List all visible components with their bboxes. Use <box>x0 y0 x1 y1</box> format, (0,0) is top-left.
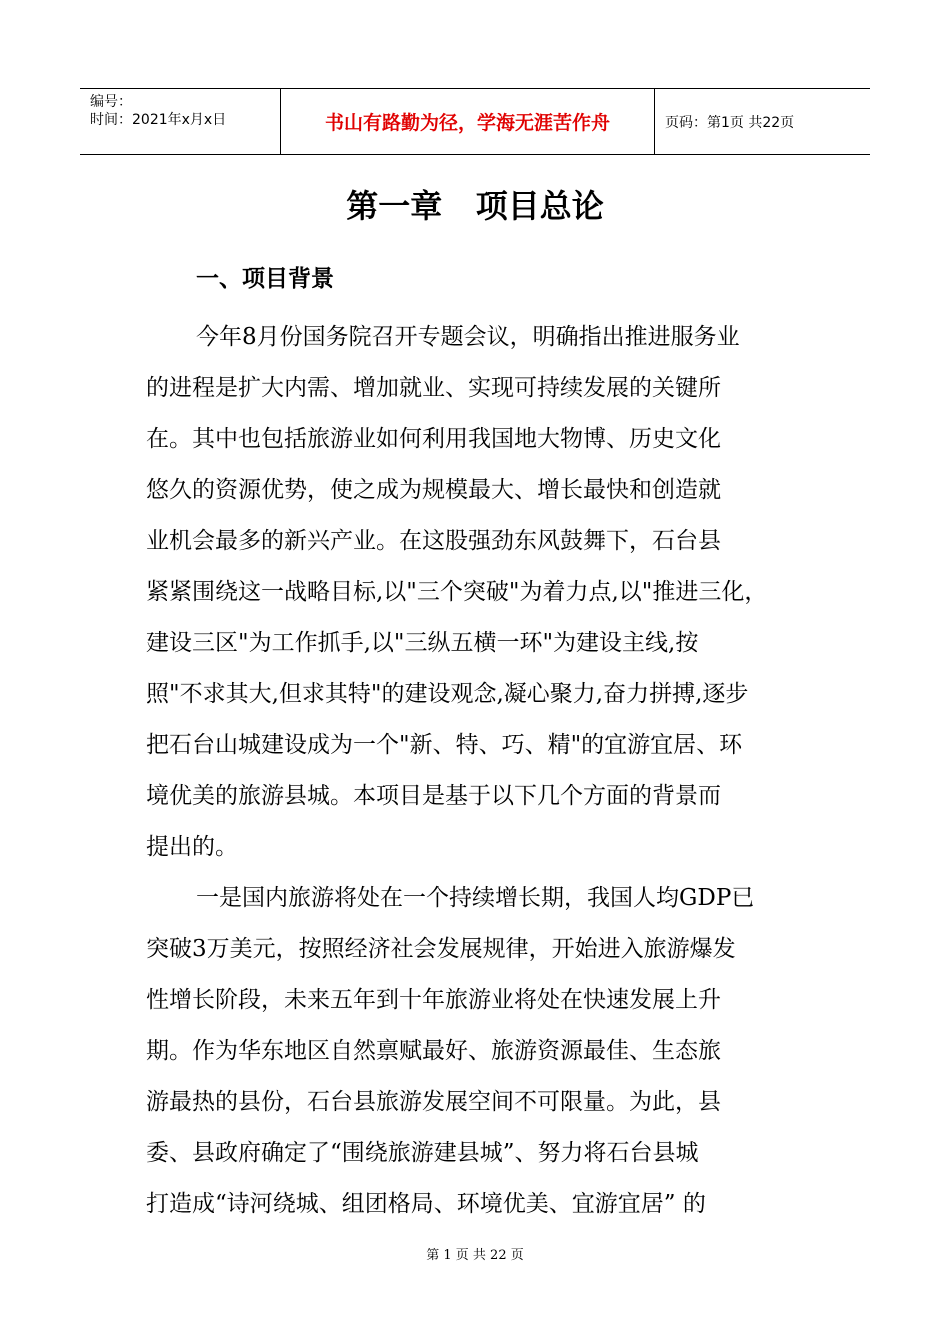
paragraph-line: 今年8月份国务院召开专题会议，明确指出推进服务业 <box>196 324 740 350</box>
chapter-title: 第一章 项目总论 <box>346 187 604 225</box>
paragraph-line: 悠久的资源优势，使之成为规模最大、增长最快和创造就 <box>146 477 721 503</box>
document-time-label: 时间：2021年x月x日 <box>90 112 227 128</box>
paragraph-line: 一是国内旅游将处在一个持续增长期，我国人均GDP已 <box>196 885 755 911</box>
section-heading: 一、项目背景 <box>196 266 334 292</box>
document-body <box>146 312 816 1230</box>
paragraph-line: 委、县政府确定了“围绕旅游建县城”、努力将石台县城 <box>146 1140 699 1166</box>
page-footer: 第 1 页 共 22 页 <box>426 1248 524 1263</box>
paragraph-line: 业机会最多的新兴产业。在这股强劲东风鼓舞下，石台县 <box>146 528 721 554</box>
paragraph-line: 在。其中也包括旅游业如何利用我国地大物博、历史文化 <box>146 426 721 452</box>
paragraph-line: 提出的。 <box>146 834 238 860</box>
paragraph-line: 境优美的旅游县城。本项目是基于以下几个方面的背景而 <box>146 783 721 809</box>
paragraph-line: 照"不求其大,但求其特"的建设观念,凝心聚力,奋力拼搏,逐步 <box>146 681 749 707</box>
paragraph-domestic-tourism <box>146 873 816 1230</box>
paragraph-line: 性增长阶段，未来五年到十年旅游业将处在快速发展上升 <box>146 987 721 1013</box>
paragraph-line: 期。作为华东地区自然禀赋最好、旅游资源最佳、生态旅 <box>146 1038 721 1064</box>
paragraph-line: 建设三区"为工作抓手,以"三纵五横一环"为建设主线,按 <box>146 630 699 656</box>
paragraph-background <box>146 312 816 873</box>
document-number-label: 编号： <box>90 94 132 110</box>
paragraph-line: 突破3万美元，按照经济社会发展规律，开始进入旅游爆发 <box>146 936 736 962</box>
header-page-info: 页码：第1页 共22页 <box>665 114 795 131</box>
header-motto: 书山有路勤为径，学海无涯苦作舟 <box>281 89 655 154</box>
header-meta <box>80 89 281 154</box>
paragraph-line: 游最热的县份，石台县旅游发展空间不可限量。为此，县 <box>146 1089 721 1115</box>
page-header <box>80 88 870 155</box>
paragraph-line: 的进程是扩大内需、增加就业、实现可持续发展的关键所 <box>146 375 721 401</box>
paragraph-line: 打造成“诗河绕城、组团格局、环境优美、宜游宜居” 的 <box>146 1191 706 1217</box>
paragraph-line: 把石台山城建设成为一个"新、特、巧、精"的宜游宜居、环 <box>146 732 743 758</box>
paragraph-line: 紧紧围绕这一战略目标,以"三个突破"为着力点,以"推进三化， <box>146 579 768 605</box>
